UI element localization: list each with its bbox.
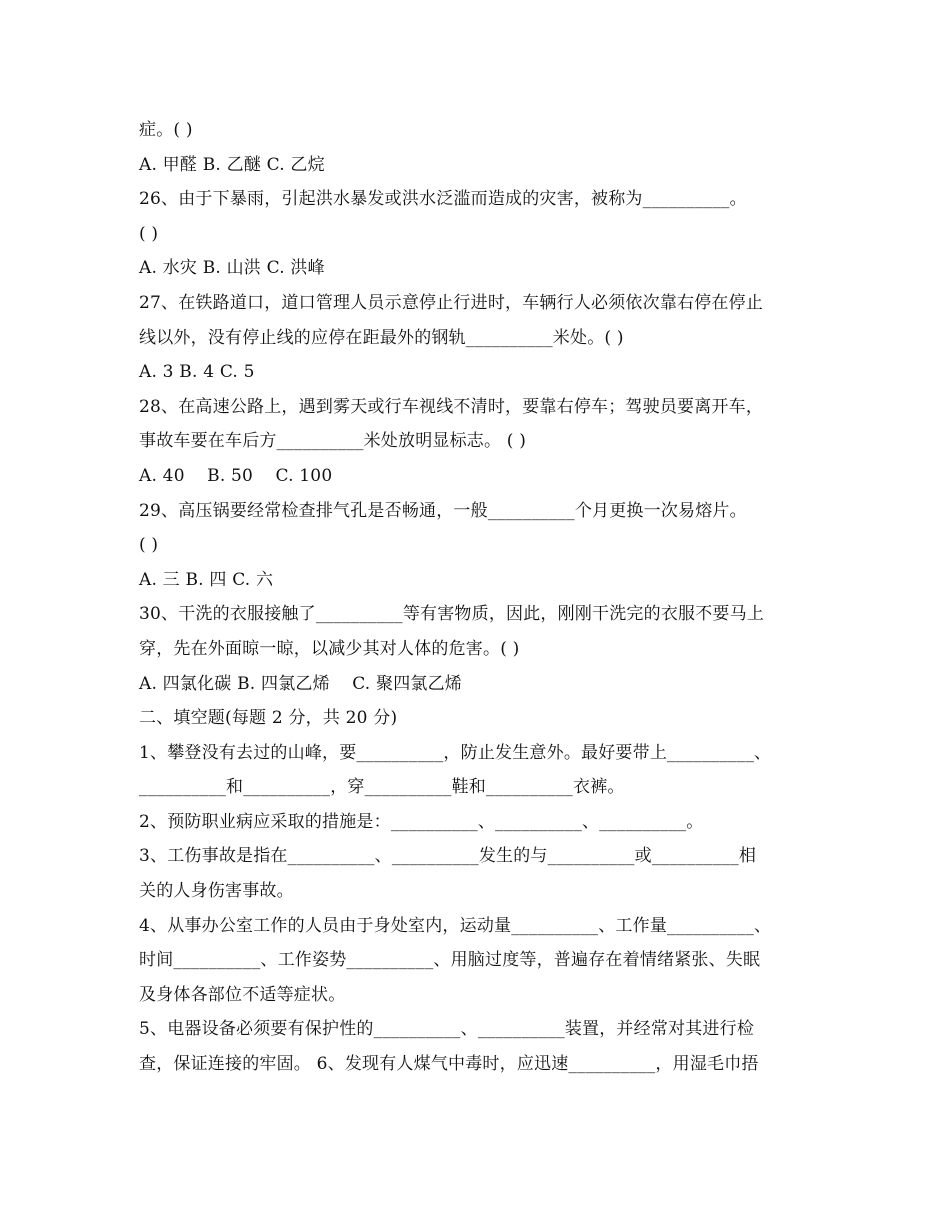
text-line: 29、高压锅要经常检查排气孔是否畅通，一般__________个月更换一次易熔片。 (139, 500, 747, 521)
text-line: 症。( ) (139, 120, 193, 140)
text-line: 时间__________、工作姿势__________、用脑过度等，普遍存在着情绪紧张、失眠 (139, 950, 761, 971)
text-line: 4、从事办公室工作的人员由于身处室内，运动量__________、工作量__________、 (139, 915, 772, 936)
text-line: A. 甲醛 B. 乙醚 C. 乙烷 (139, 154, 325, 175)
text-line: 30、干洗的衣服接触了__________等有害物质，因此，刚刚干洗完的衣服不要马上 (139, 604, 765, 625)
text-line: A. 40 B. 50 C. 100 (139, 465, 333, 486)
text-line: 2、预防职业病应采取的措施是：__________、__________、__________。 (139, 811, 704, 832)
text-line: 及身体各部位不适等症状。 (139, 984, 346, 1005)
text-line: 28、在高速公路上，遇到雾天或行车视线不清时，要靠右停车；驾驶员要离开车， (139, 396, 764, 417)
text-line: ( ) (139, 223, 159, 244)
text-line: A. 四氯化碳 B. 四氯乙烯 C. 聚四氯乙烯 (139, 673, 463, 694)
text-line: A. 3 B. 4 C. 5 (139, 362, 255, 383)
text-line: ( ) (139, 535, 159, 556)
section-heading: 二、填空题(每题 2 分，共 20 分) (139, 708, 398, 729)
text-line: A. 水灾 B. 山洪 C. 洪峰 (139, 258, 325, 279)
text-line: A. 三 B. 四 C. 六 (139, 569, 274, 590)
text-line: 穿，先在外面晾一晾，以减少其对人体的危害。( ) (139, 638, 520, 659)
document-body (139, 113, 839, 1082)
text-line: 27、在铁路道口，道口管理人员示意停止行进时，车辆行人必须依次靠右停在停止 (139, 292, 764, 313)
text-line: 查，保证连接的牢固。 6、发现有人煤气中毒时，应迅速__________，用湿毛巾捂 (139, 1054, 759, 1075)
text-line: 线以外，没有停止线的应停在距最外的钢轨__________米处。( ) (139, 327, 624, 348)
text-line: 3、工伤事故是指在__________、__________发生的与__________或__________相 (139, 846, 757, 867)
text-line: 关的人身伤害事故。 (139, 881, 294, 902)
text-line: 26、由于下暴雨，引起洪水暴发或洪水泛滥而造成的灾害，被称为__________。 (139, 189, 747, 210)
text-line: 事故车要在车后方__________米处放明显标志。 ( ) (139, 431, 527, 452)
text-line: 5、电器设备必须要有保护性的__________、__________装置，并经常对其进行检 (139, 1019, 755, 1040)
text-line: __________和__________，穿__________鞋和__________衣裤。 (139, 777, 625, 798)
text-line: 1、攀登没有去过的山峰，要__________，防止发生意外。最好要带上__________、 (139, 742, 772, 763)
